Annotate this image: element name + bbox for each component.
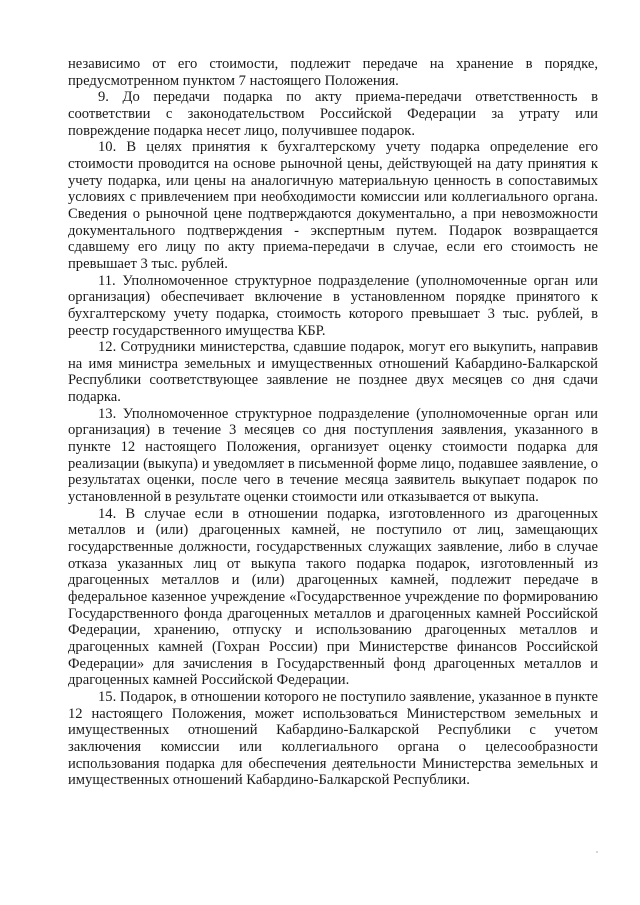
paragraph-13: 13. Уполномоченное структурное подразделение (уполномоченные орган или организация) в течение 3 месяцев со дня поступления заявления, указанного в пункте 12 настоящего Положения, организует оценку стоимости подарка для реализации (выкупа) и уведомляет в письменной форме лицо, подавшее заявление, о результатах оценки, после чего в течение месяца заявитель выкупает подарок по установленной в результате оценки стоимости или отказывается от выкупа.	[68, 405, 598, 506]
paragraph-8-continuation: независимо от его стоимости, подлежит передаче на хранение в порядке, предусмотренном пунктом 7 настоящего Положения.	[68, 56, 598, 89]
document-page	[68, 56, 598, 789]
paragraph-12: 12. Сотрудники министерства, сдавшие подарок, могут его выкупить, направив на имя министра земельных и имущественных отношений Кабардино-Балкарской Республики соответствующее заявление не позднее двух месяцев со дня сдачи подарка.	[68, 339, 598, 406]
paragraph-14: 14. В случае если в отношении подарка, изготовленного из драгоценных металлов и (или) драгоценных камней, не поступило от лиц, замещающих государственные должности, государственных служащих заявление, либо в случае отказа указанных лиц от выкупа такого подарка подарок, изготовленный из драгоценных металлов и (или) драгоценных камней, подлежит передаче в федеральное казенное учреждение «Государственное учреждение по формированию Государственного фонда драгоценных металлов и драгоценных камней Российской Федерации, хранению, отпуску и использованию драгоценных металлов и драгоценных камней (Гохран России) при Министерстве финансов Российской Федерации» для зачисления в Государственный фонд драгоценных металлов и драгоценных камней Российской Федерации.	[68, 505, 598, 689]
scan-speck	[596, 851, 598, 853]
paragraph-10: 10. В целях принятия к бухгалтерскому учету подарка определение его стоимости проводится на основе рыночной цены, действующей на дату принятия к учету подарка, или цены на аналогичную материальную ценность в сопоставимых условиях с привлечением при необходимости комиссии или коллегиального органа. Сведения о рыночной цене подтверждаются документально, а при невозможности документального подтверждения - экспертным путем. Подарок возвращается сдавшему его лицу по акту приема-передачи в случае, если его стоимость не превышает 3 тыс. рублей.	[68, 139, 598, 272]
paragraph-9: 9. До передачи подарка по акту приема-передачи ответственность в соответствии с законодательством Российской Федерации за утрату или повреждение подарка несет лицо, получившее подарок.	[68, 89, 598, 139]
paragraph-15: 15. Подарок, в отношении которого не поступило заявление, указанное в пункте 12 настоящего Положения, может использоваться Министерством земельных и имущественных отношений Кабардино-Балкарской Республики с учетом заключения комиссии или коллегиального органа о целесообразности использования подарка для обеспечения деятельности Министерства земельных и имущественных отношений Кабардино-Балкарской Республики.	[68, 688, 598, 789]
paragraph-11: 11. Уполномоченное структурное подразделение (уполномоченные орган или организация) обеспечивает включение в установленном порядке принятого к бухгалтерскому учету подарка, стоимость которого превышает 3 тыс. рублей, в реестр государственного имущества КБР.	[68, 272, 598, 339]
